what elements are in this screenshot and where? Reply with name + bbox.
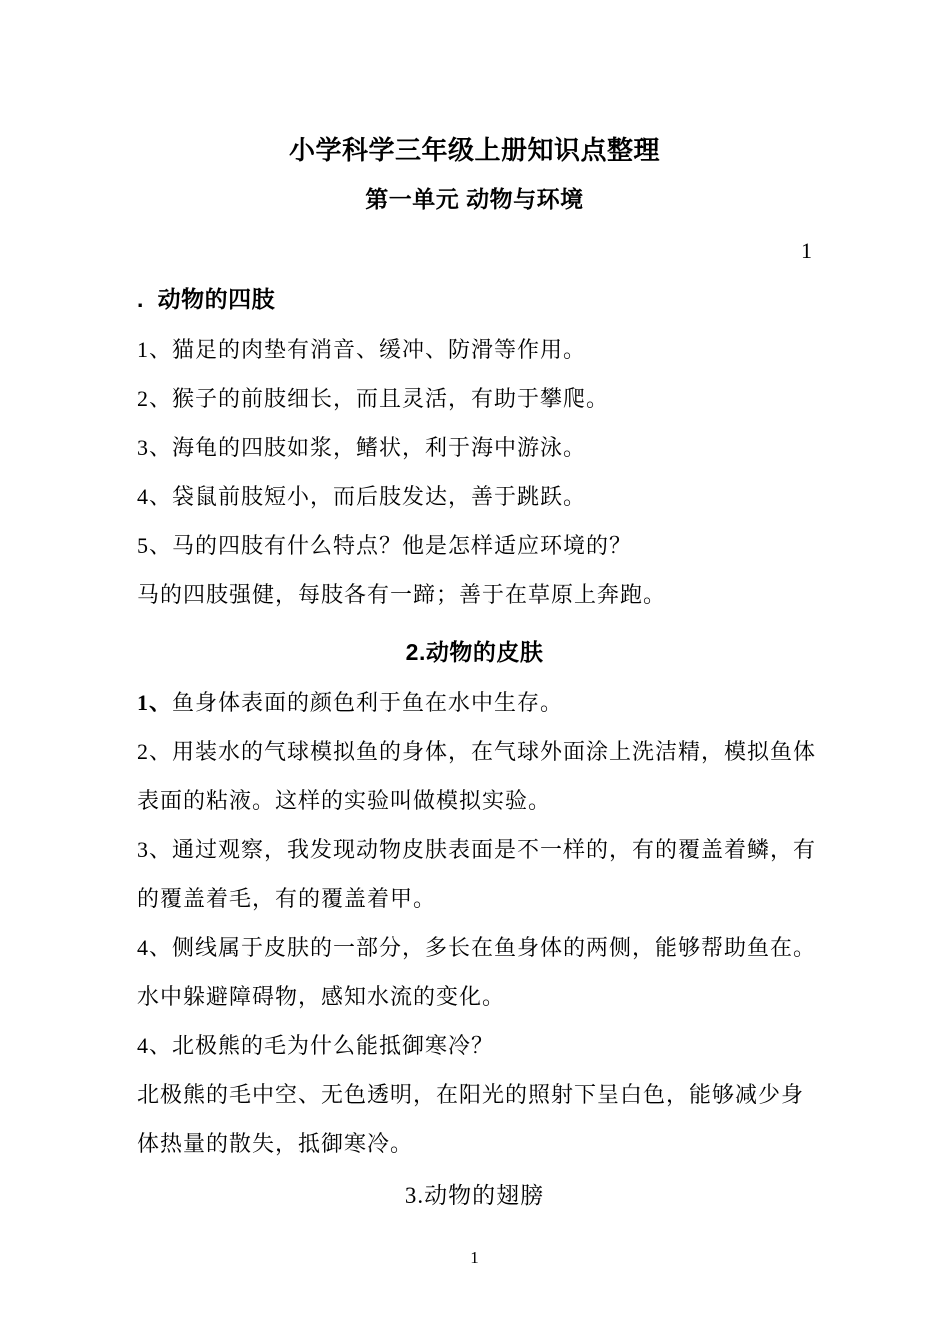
section1-line: 5、马的四肢有什么特点？他是怎样适应环境的？ — [137, 533, 633, 558]
section1-line: 4、袋鼠前肢短小，而后肢发达，善于跳跃。 — [137, 484, 587, 509]
section2-line — [137, 686, 812, 720]
section1-line: 1、猫足的肉垫有消音、缓冲、防滑等作用。 — [137, 337, 587, 362]
unit-heading: 第一单元 动物与环境 — [365, 186, 584, 212]
section2-line: 2、用装水的气球模拟鱼的身体，在气球外面涂上洗洁精，模拟鱼体 — [137, 739, 817, 764]
stray-section-number: 1 — [801, 238, 812, 263]
section1-line: 3、海龟的四肢如浆，鳍状，利于海中游泳。 — [137, 435, 587, 460]
section2-line: 北极熊的毛中空、无色透明，在阳光的照射下呈白色，能够减少身 — [137, 1082, 805, 1107]
section1-line: 马的四肢强健，每肢各有一蹄；善于在草原上奔跑。 — [137, 582, 667, 607]
section3-heading: 3.动物的翅膀 — [404, 1183, 545, 1208]
section2-line: 3、通过观察，我发现动物皮肤表面是不一样的，有的覆盖着鳞，有 — [137, 837, 817, 862]
section1-heading: . 动物的四肢 — [137, 286, 276, 312]
document-title: 小学科学三年级上册知识点整理 — [288, 135, 660, 165]
section2-line: 的覆盖着毛，有的覆盖着甲。 — [137, 886, 437, 911]
section2-line: 体热量的散失，抵御寒冷。 — [137, 1131, 414, 1156]
section2-line: 4、侧线属于皮肤的一部分，多长在鱼身体的两侧，能够帮助鱼在。 — [137, 935, 817, 960]
section2-line: 水中躲避障碍物，感知水流的变化。 — [137, 984, 506, 1009]
section1-line: 2、猴子的前肢细长，而且灵活，有助于攀爬。 — [137, 386, 610, 411]
section2-heading: 2.动物的皮肤 — [405, 639, 544, 665]
item-number-prefix: 1、 — [137, 690, 173, 715]
page-number-footer: 1 — [470, 1248, 479, 1267]
item-text: 鱼身体表面的颜色利于鱼在水中生存。 — [172, 690, 564, 715]
section2-line: 4、北极熊的毛为什么能抵御寒冷？ — [137, 1033, 495, 1058]
section2-line: 表面的粘液。这样的实验叫做模拟实验。 — [137, 788, 552, 813]
